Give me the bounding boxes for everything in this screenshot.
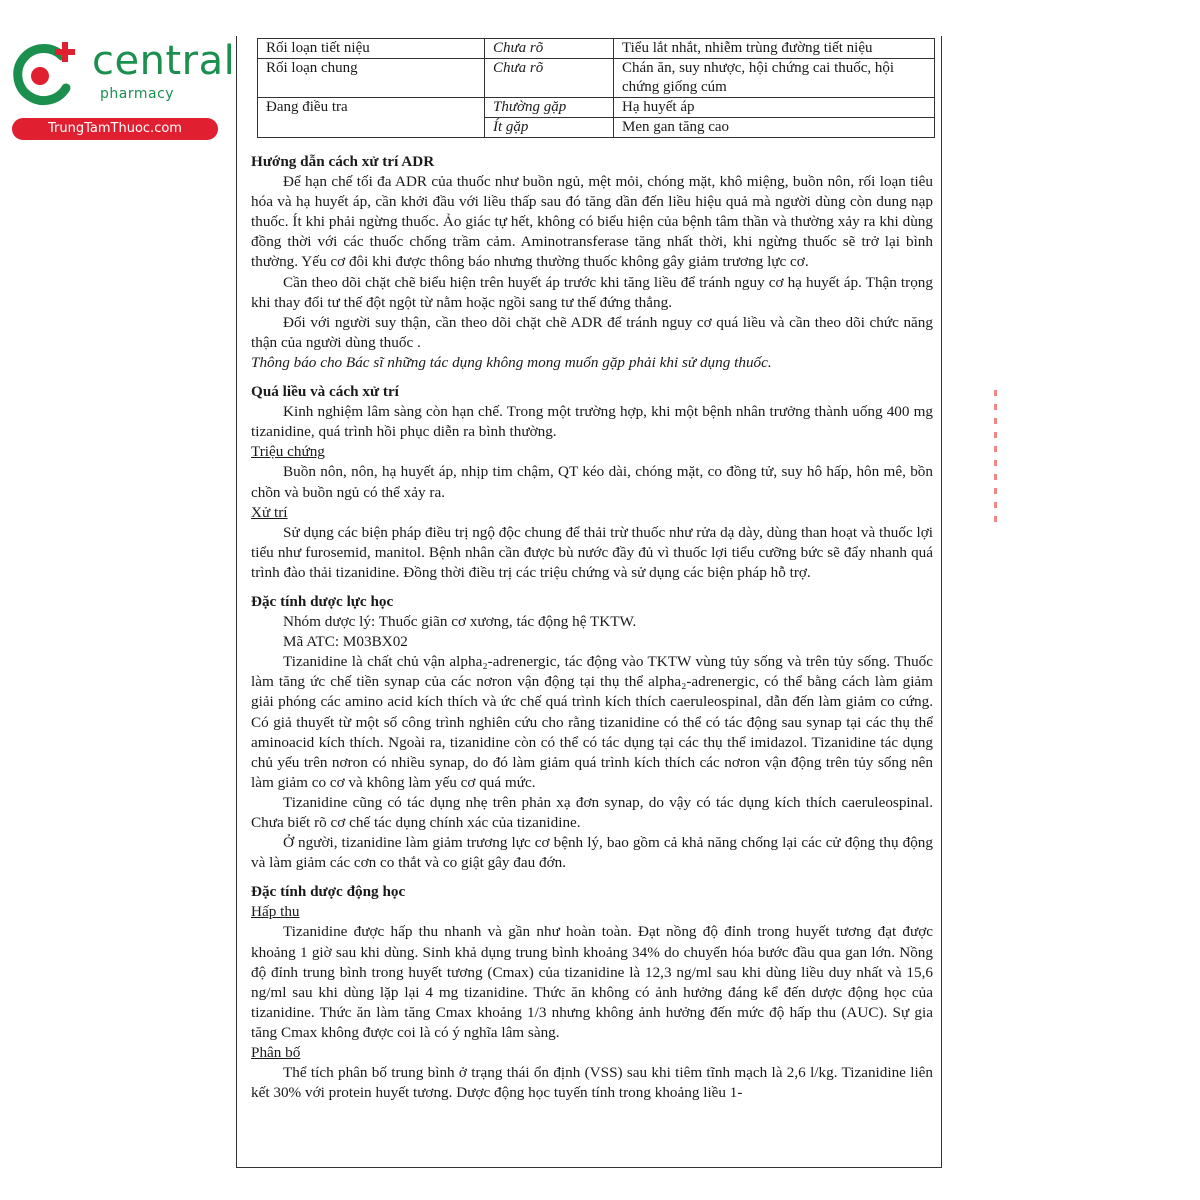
paragraph: Ở người, tizanidine làm giảm trương lực cơ bệnh lý, bao gồm cả khả năng chống lại các cử động thụ động và làm giảm các cơn co thắt và co giật gây đau đớn.: [251, 834, 933, 872]
subheading-absorption: Hấp thu: [251, 903, 300, 921]
paragraph: Cần theo dõi chặt chẽ biểu hiện trên huyết áp trước khi tăng liều để tránh nguy cơ hạ huyết áp. Thận trọng khi thay đổi tư thế đột ngột từ nằm hoặc ngồi sang tư thế đứng thẳng.: [251, 273, 933, 311]
section-title-adr: Hướng dẫn cách xử trí ADR: [251, 153, 435, 170]
page-edge-mark: [994, 390, 997, 530]
effect-cell: Men gan tăng cao: [614, 118, 935, 138]
section-title-pharmacokinetics: Đặc tính dược động học: [251, 883, 406, 901]
section-title-overdose: Quá liều và cách xử trí: [251, 383, 399, 401]
effect-cell: Hạ huyết áp: [614, 98, 935, 118]
document-body: [251, 152, 933, 1103]
paragraph: Đối với người suy thận, cần theo dõi chặt chẽ ADR để tránh nguy cơ quá liều và cần theo dõi chức năng thận của người dùng thuốc .: [251, 313, 933, 351]
organ-cell: Rối loạn chung: [258, 59, 485, 98]
frequency-cell: Chưa rõ: [485, 39, 614, 59]
subheading-distribution: Phân bố: [251, 1044, 301, 1062]
paragraph: Sử dụng các biện pháp điều trị ngộ độc chung để thải trừ thuốc như rửa dạ dày, dùng than hoạt và thuốc lợi tiểu như furosemid, manitol. Bệnh nhân cần được bù nước đầy đủ vì thuốc lợi tiểu cưỡng bức sẽ đẩy nhanh quá trình đào thải tizanidine. Đồng thời điều trị các triệu chứng và sử dụng các biện pháp hỗ trợ.: [251, 523, 933, 581]
logo-website: TrungTamThuoc.com: [12, 118, 218, 140]
paragraph: Kinh nghiệm lâm sàng còn hạn chế. Trong một trường hợp, khi một bệnh nhân trưởng thành uống 400 mg tizanidine, quá trình hồi phục diễn ra bình thường.: [251, 403, 933, 441]
logo-name: central: [92, 38, 236, 84]
subheading-treatment: Xử trí: [251, 503, 288, 521]
table-row: [258, 98, 935, 118]
paragraph: Buồn nôn, nôn, hạ huyết áp, nhịp tim chậm, QT kéo dài, chóng mặt, co đồng tử, suy hô hấp, hôn mê, bồn chồn và buồn ngủ có thể xảy ra.: [251, 463, 933, 501]
adr-table: [257, 38, 935, 138]
paragraph: Nhóm dược lý: Thuốc giãn cơ xương, tác động hệ TKTW.: [283, 613, 637, 631]
logo-c-plus-icon: [10, 38, 82, 110]
frequency-cell: Ít gặp: [485, 118, 614, 138]
document-page: [236, 36, 942, 1168]
effect-cell: Tiểu lắt nhắt, nhiễm trùng đường tiết niệu: [614, 39, 935, 59]
frequency-cell: Thường gặp: [485, 98, 614, 118]
organ-cell: Đang điều tra: [258, 98, 485, 138]
organ-cell: Rối loạn tiết niệu: [258, 39, 485, 59]
section-title-pharmacodynamics: Đặc tính dược lực học: [251, 592, 394, 610]
paragraph: Tizanidine được hấp thu nhanh và gần như hoàn toàn. Đạt nồng độ đỉnh trong huyết tương đạt được khoảng 1 giờ sau khi dùng. Sinh khả dụng trung bình khoảng 34% do chuyển hóa bước đầu qua gan lớn. Nồng độ đỉnh trung bình trong huyết tương (Cmax) của tizanidine là 12,3 ng/ml sau khi dùng liều duy nhất và 15,6 ng/ml sau khi dùng lặp lại 4 mg tizanidine. Thức ăn không có ảnh hưởng đáng kể đến dược động học của tizanidine. Thức ăn làm tăng Cmax khoảng 1/3 nhưng không ảnh hưởng đến mức độ hấp thu (AUC). Sự gia tăng Cmax không được coi là có ý nghĩa lâm sàng.: [251, 923, 933, 1041]
table-row: [258, 59, 935, 98]
effect-cell: Chán ăn, suy nhược, hội chứng cai thuốc, hội chứng giống cúm: [614, 59, 935, 98]
paragraph: Mã ATC: M03BX02: [283, 633, 408, 651]
paragraph: Để hạn chế tối đa ADR của thuốc như buồn ngủ, mệt mỏi, chóng mặt, khô miệng, buồn nôn, rối loạn tiêu hóa và hạ huyết áp, cần khởi đầu với liều thấp sau đó tăng dần đến liều hiệu quả mà người dùng còn dung nạp thuốc. Ít khi phải ngừng thuốc. Ảo giác tự hết, không có biểu hiện của bệnh tâm thần và thường xảy ra khi dùng đồng thời với các thuốc chống trầm cảm. Aminotransferase tăng nhất thời, khi ngừng thuốc sẽ trở lại bình thường. Yếu cơ đôi khi được thông báo nhưng thường thuốc không gây giảm trương lực cơ.: [251, 173, 933, 271]
paragraph: Thể tích phân bố trung bình ở trạng thái ổn định (VSS) sau khi tiêm tĩnh mạch là 2,6 l/kg. Tizanidine liên kết 30% với protein huyết tương. Dược động học tuyến tính trong khoảng liều 1-: [251, 1064, 933, 1102]
pharmacy-logo: [10, 34, 236, 144]
logo-subtitle: pharmacy: [100, 86, 175, 102]
frequency-cell: Chưa rõ: [485, 59, 614, 98]
paragraph: Tizanidine là chất chủ vận alpha₂-adrenergic, tác động vào TKTW vùng tủy sống và trên tủy sống. Thuốc làm tăng ức chế tiền synap của các nơron vận động tại thụ thể alpha₂-adrenergic, có thể bằng cách làm giảm giải phóng các amino acid kích thích và ức chế quá trình kích thích caeruleospinal, dẫn đến làm giảm co cứng. Có giả thuyết từ một số công trình nghiên cứu cho rằng tizanidine có thể có tác động sau synap tại các thụ thể aminoacid kích thích. Ngoài ra, tizanidine còn có thể có tác dụng tại các thụ thể imidazol. Tizanidine tác dụng chủ yếu trên nơron có nhiều synap, do đó làm giảm quá trình kích thích các nơron vận động trên tủy sống nên làm giảm co cơ và không làm yếu cơ quá mức.: [251, 653, 933, 791]
subheading-symptoms: Triệu chứng: [251, 443, 325, 461]
paragraph: Tizanidine cũng có tác dụng nhẹ trên phản xạ đơn synap, do vậy có tác dụng kích thích caeruleospinal. Chưa biết rõ cơ chế tác dụng chính xác của tizanidine.: [251, 793, 933, 831]
table-row: [258, 39, 935, 59]
notice-text: Thông báo cho Bác sĩ những tác dụng không mong muốn gặp phải khi sử dụng thuốc.: [251, 353, 772, 371]
